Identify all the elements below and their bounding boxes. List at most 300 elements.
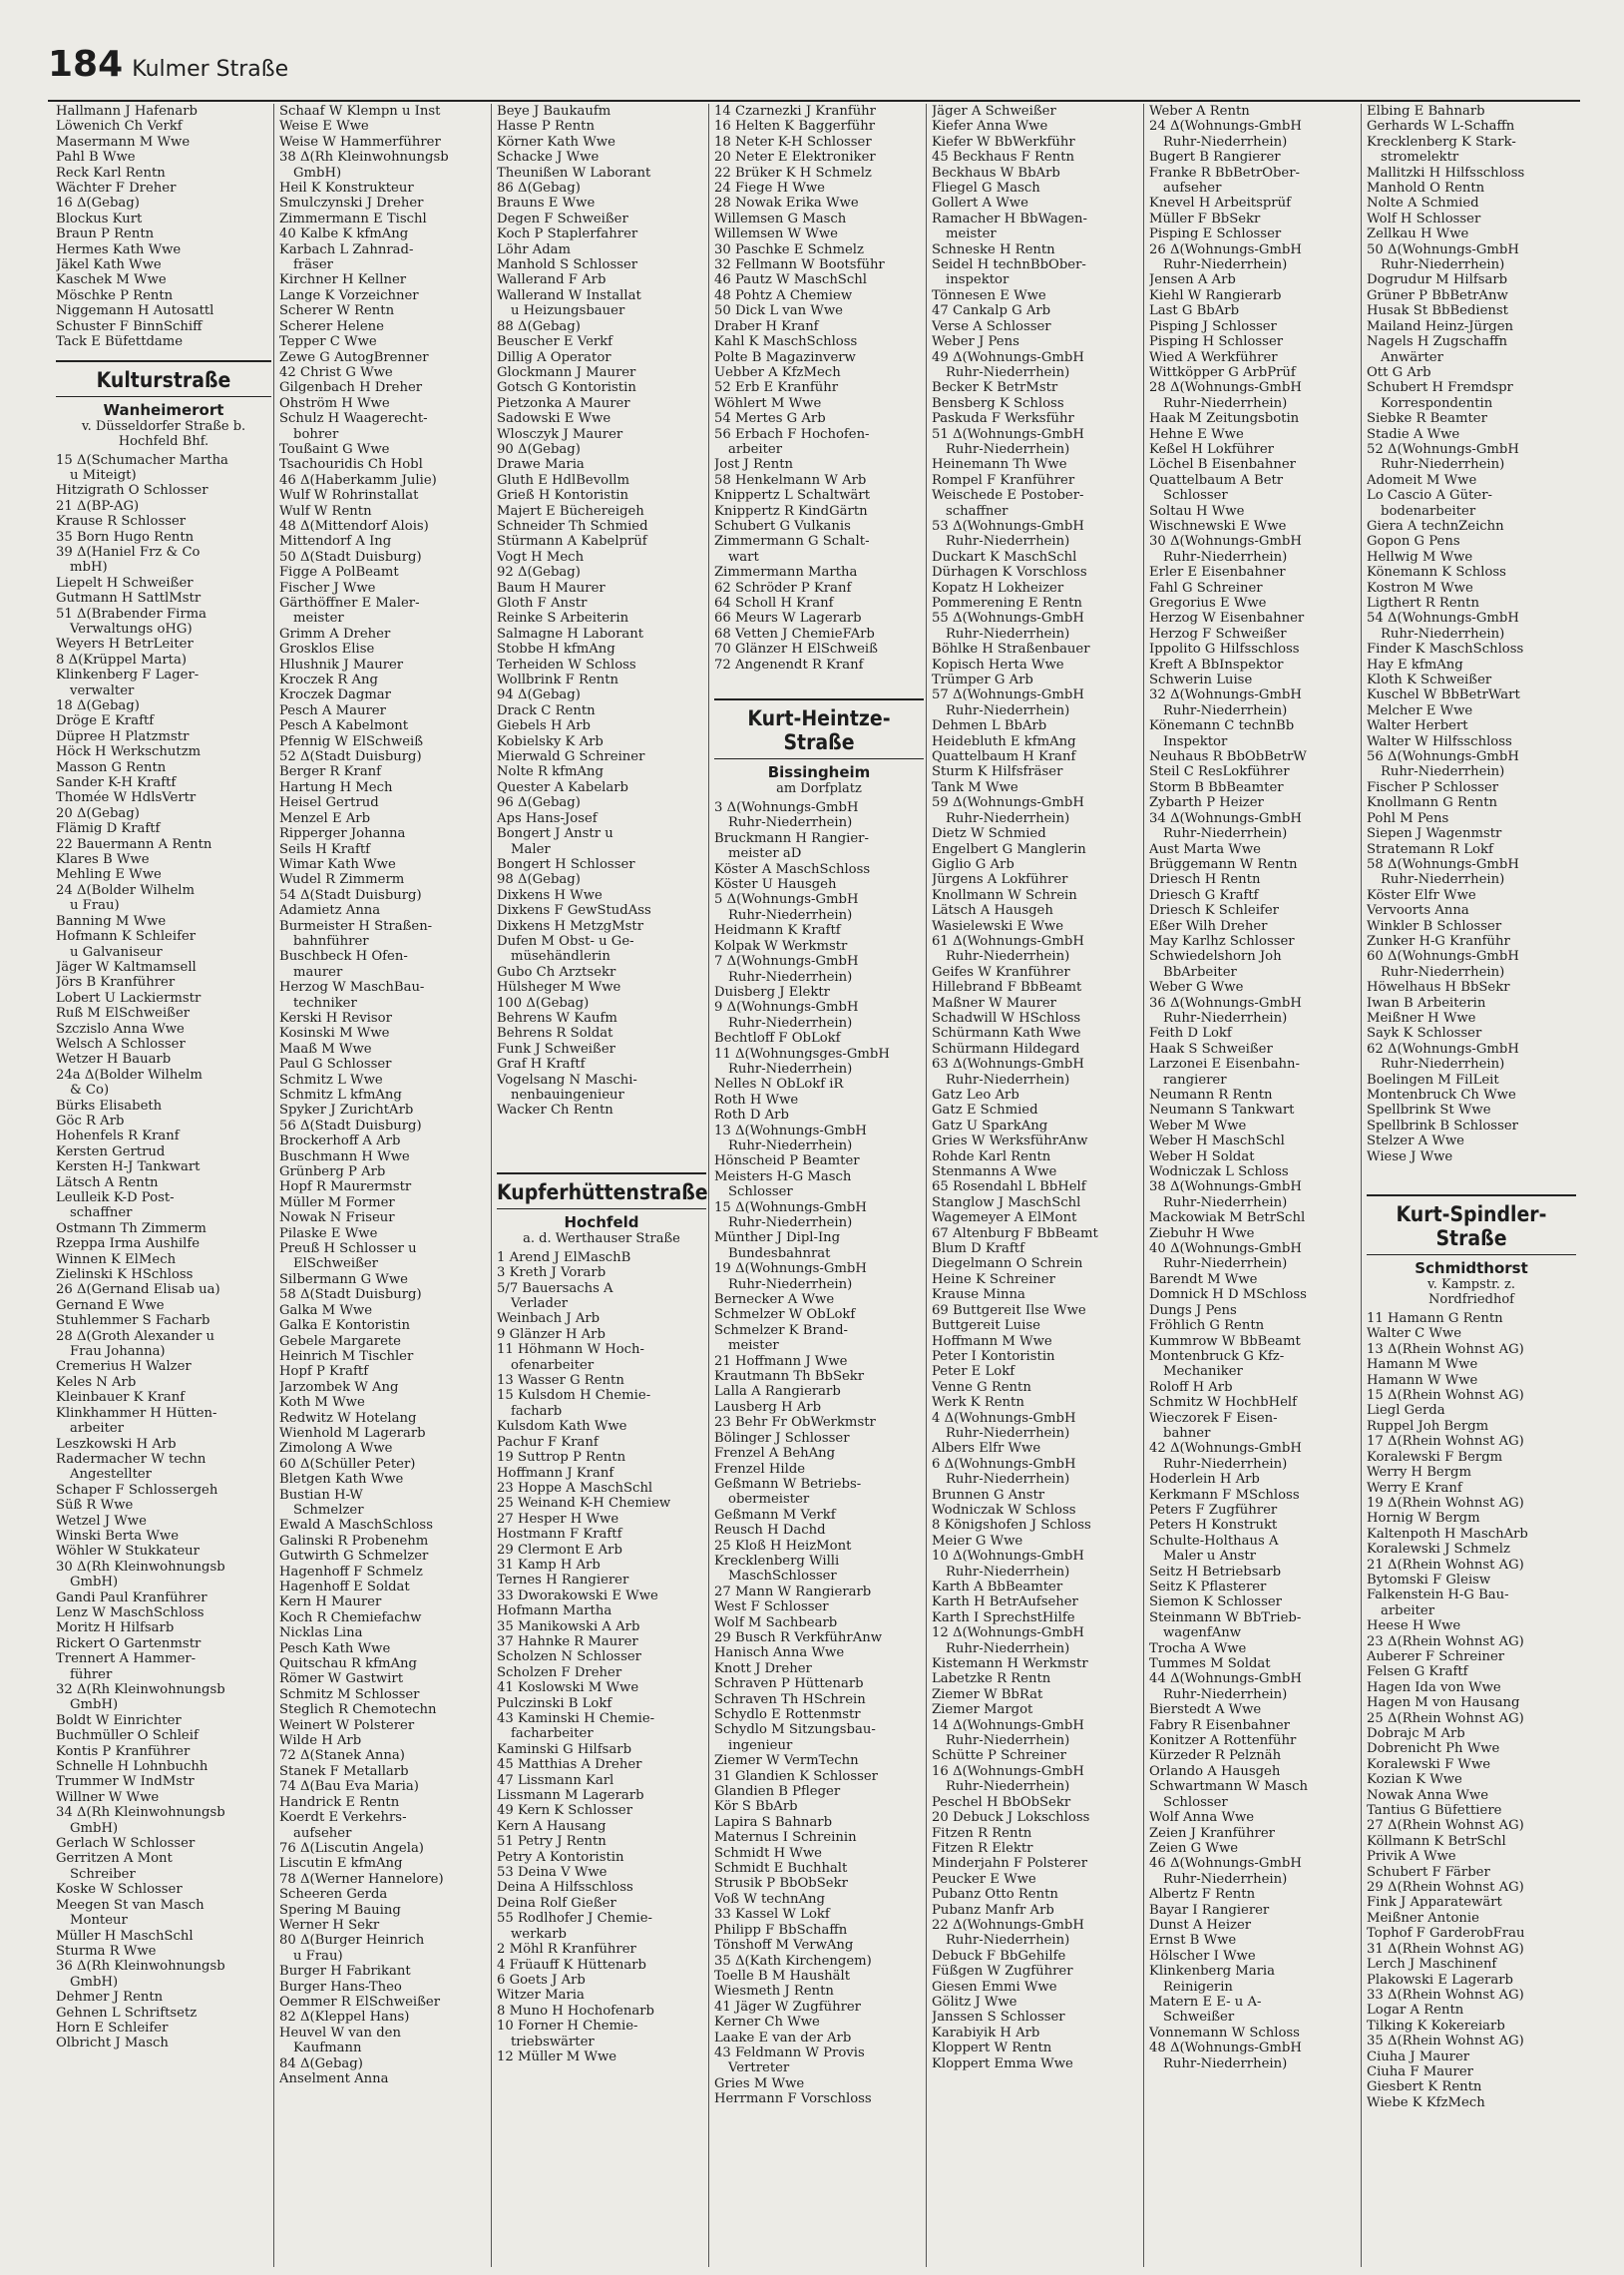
resident-entry: 50 Δ(Stadt Duisburg) (279, 549, 422, 565)
resident-entry: 22 Δ(Wohnungs-GmbH (932, 1917, 1084, 1933)
resident-entry: Szczislo Anna Wwe (56, 1021, 185, 1037)
resident-entry: Ott G Arb (1367, 364, 1431, 380)
resident-entry: Böhlke H Straßenbauer (932, 642, 1090, 658)
resident-entry: Figge A PolBeamt (279, 565, 399, 581)
entry-continuation: Schlosser (1163, 488, 1228, 504)
resident-entry: Tummes M Soldat (1149, 1656, 1271, 1672)
resident-entry: Witzer Maria (497, 1988, 585, 2004)
entry-continuation: Ruhr-Niederrhein) (728, 1138, 853, 1153)
resident-entry: Hostmann F Kraftf (497, 1527, 622, 1543)
resident-entry: Buschbeck H Ofen- (279, 949, 408, 965)
entry-continuation: inspektor (946, 272, 1010, 288)
resident-entry: Bierstedt A Wwe (1149, 1702, 1262, 1718)
resident-entry: Olbricht J Masch (56, 2036, 169, 2051)
resident-entry: Heine K Schreiner (932, 1271, 1055, 1287)
resident-entry: Ramacher H BbWagen- (932, 211, 1087, 227)
resident-entry: Paul G Schlosser (279, 1057, 392, 1073)
resident-entry: Weise E Wwe (279, 119, 369, 135)
resident-entry: Bensberg K Schloss (932, 395, 1064, 411)
resident-entry: 31 Kamp H Arb (497, 1557, 601, 1573)
resident-entry: Brüggemann W Rentn (1149, 856, 1298, 872)
resident-entry: Fitzen R Rentn (932, 1825, 1032, 1841)
resident-entry: Liscutin E kfmAng (279, 1856, 403, 1872)
resident-entry: 40 Kalbe K kfmAng (279, 227, 409, 242)
resident-entry: Heil K Konstrukteur (279, 181, 414, 197)
resident-entry: Gernand E Wwe (56, 1297, 165, 1313)
resident-entry: Schneske H Rentn (932, 241, 1055, 257)
resident-entry: Janssen S Schlosser (932, 2010, 1065, 2026)
resident-entry: Hasse P Rentn (497, 119, 595, 135)
entry-continuation: arbeiter (728, 441, 783, 457)
resident-entry: Fahl G Schreiner (1149, 580, 1263, 596)
resident-entry: 21 Δ(BP-AG) (56, 498, 140, 514)
entry-continuation: Ruhr-Niederrhein) (946, 949, 1070, 965)
resident-entry: Haak S Schweißer (1149, 1041, 1273, 1057)
resident-entry: 13 Δ(Rhein Wohnst AG) (1367, 1341, 1524, 1357)
resident-entry: Kloppert Emma Wwe (932, 2055, 1073, 2071)
resident-entry: Galinski R Probenehm (279, 1533, 429, 1549)
resident-entry: 58 Δ(Stadt Duisburg) (279, 1287, 422, 1303)
resident-entry: Ciuha F Maurer (1367, 2063, 1473, 2079)
entry-continuation: Ruhr-Niederrhein) (728, 1015, 853, 1031)
resident-entry: 6 Δ(Wohnungs-GmbH (932, 1456, 1076, 1472)
resident-entry: Herzog W Eisenbahner (1149, 611, 1305, 627)
resident-entry: Giebels H Arb (497, 718, 591, 734)
resident-entry: Baum H Maurer (497, 580, 606, 596)
resident-entry: 39 Δ(Haniel Frz & Co (56, 544, 201, 560)
resident-entry: 23 Hoppe A MaschSchl (497, 1480, 653, 1496)
resident-entry: Kiehl W Rangierarb (1149, 287, 1282, 303)
resident-entry: Stelzer A Wwe (1367, 1134, 1464, 1149)
resident-entry: Ciuha J Maurer (1367, 2048, 1470, 2064)
resident-entry: Wollbrink F Rentn (497, 673, 619, 688)
resident-entry: 55 Rodlhofer J Chemie- (497, 1911, 652, 1927)
resident-entry: Stratemann R Lokf (1367, 841, 1493, 857)
resident-entry: 8 Königshofen J Schloss (932, 1518, 1091, 1534)
resident-entry: Lobert U Lackiermstr (56, 990, 202, 1006)
resident-entry: Spellbrink St Wwe (1367, 1103, 1491, 1119)
resident-entry: Zeien J Kranführer (1149, 1825, 1275, 1841)
resident-entry: Hay E kfmAng (1367, 657, 1463, 673)
resident-entry: Giglio G Arb (932, 856, 1015, 872)
resident-entry: 82 Δ(Kleppel Hans) (279, 2010, 410, 2026)
resident-entry: 62 Δ(Wohnungs-GmbH (1367, 1041, 1519, 1057)
resident-entry: Siemon K Schlosser (1149, 1594, 1282, 1610)
resident-entry: Dogrudur M Hilfsarb (1367, 272, 1508, 288)
resident-entry: Trummer W IndMstr (56, 1774, 195, 1790)
resident-entry: Kopisch Herta Wwe (932, 657, 1064, 673)
resident-entry: Matern E E- u A- (1149, 1994, 1262, 2010)
resident-entry: Schmitz L Wwe (279, 1072, 383, 1088)
entry-continuation: führer (70, 1666, 113, 1682)
resident-entry: Wolf H Schlosser (1367, 211, 1481, 227)
resident-entry: Dunst A Heizer (1149, 1917, 1252, 1933)
resident-entry: Manhold O Rentn (1367, 181, 1485, 197)
resident-entry: 47 Lissmann Karl (497, 1772, 614, 1788)
entry-continuation: wart (728, 549, 759, 565)
resident-entry: Melcher E Wwe (1367, 702, 1473, 718)
resident-entry: Dixkens H MetzgMstr (497, 918, 644, 934)
resident-entry: Bustian H-W (279, 1487, 363, 1503)
resident-entry: Schydlo E Rottenmstr (714, 1707, 861, 1722)
entry-continuation: Ruhr-Niederrhein) (946, 1779, 1070, 1795)
resident-entry: Aust Marta Wwe (1149, 841, 1261, 857)
resident-entry: 63 Δ(Wohnungs-GmbH (932, 1057, 1084, 1073)
entry-continuation: Ruhr-Niederrhein) (946, 810, 1070, 826)
resident-entry: Kostron M Wwe (1367, 580, 1473, 596)
resident-entry: Koch P Staplerfahrer (497, 227, 638, 242)
resident-entry: 54 Mertes G Arb (714, 411, 826, 427)
entry-continuation: Bundesbahnrat (728, 1245, 831, 1261)
resident-entry: Diegelmann O Schrein (932, 1256, 1083, 1272)
resident-entry: 58 Henkelmann W Arb (714, 472, 867, 488)
column-spacer (497, 1119, 706, 1162)
resident-entry: Radermacher W techn (56, 1451, 206, 1467)
resident-entry: Kahl K MaschSchloss (714, 334, 858, 350)
resident-entry: Siepen J Wagenmstr (1367, 826, 1502, 842)
resident-entry: Peucker E Wwe (932, 1871, 1036, 1887)
resident-entry: Liepelt H Schweißer (56, 575, 194, 591)
resident-entry: Seils H Kraftf (279, 841, 371, 857)
resident-entry: Koerdt E Verkehrs- (279, 1810, 407, 1826)
resident-entry: 34 Δ(Rh Kleinwohnungsb (56, 1805, 225, 1821)
directory-column (926, 104, 1143, 2267)
resident-entry: Bongert H Schlosser (497, 856, 635, 872)
entry-continuation: Ruhr-Niederrhein) (946, 1564, 1070, 1580)
resident-entry: Walter W Hilfsschloss (1367, 733, 1512, 749)
resident-entry: Siebke R Beamter (1367, 411, 1487, 427)
resident-entry: 16 Δ(Wohnungs-GmbH (932, 1763, 1084, 1779)
resident-entry: Grosklos Elise (279, 642, 375, 658)
resident-entry: Geßmann W Betriebs- (714, 1476, 862, 1492)
resident-entry: 19 Δ(Wohnungs-GmbH (714, 1261, 867, 1277)
resident-entry: Eßer Wilh Dreher (1149, 918, 1268, 934)
resident-entry: 52 Δ(Stadt Duisburg) (279, 749, 422, 765)
resident-entry: Reck Karl Rentn (56, 165, 166, 181)
resident-entry: Mehling E Wwe (56, 867, 162, 883)
resident-entry: Domnick H D MSchloss (1149, 1287, 1307, 1303)
resident-entry: Knollmann G Rentn (1367, 795, 1498, 811)
entry-continuation: Frau Johanna) (70, 1344, 166, 1360)
resident-entry: Ziemer W VermTechn (714, 1753, 859, 1769)
resident-entry: Stobbe H kfmAng (497, 642, 615, 658)
entry-continuation: u Frau) (293, 1948, 343, 1964)
resident-entry: Werry E Kranf (1367, 1480, 1462, 1496)
resident-entry: Kulsdom Kath Wwe (497, 1419, 627, 1435)
resident-entry: Sayk K Schlosser (1367, 1026, 1482, 1042)
street-header (56, 360, 271, 449)
resident-entry: Tantius G Büfettiere (1367, 1803, 1502, 1819)
resident-entry: Seidel H technBbOber- (932, 257, 1086, 273)
resident-entry: Berger R Kranf (279, 764, 382, 780)
resident-entry: Kerski H Revisor (279, 1010, 392, 1026)
resident-entry: 12 Δ(Wohnungs-GmbH (932, 1625, 1084, 1641)
resident-entry: 1 Arend J ElMaschB (497, 1249, 631, 1265)
resident-entry: Krecklenberg Willi (714, 1553, 840, 1569)
resident-entry: Quattelbaum A Betr (1149, 472, 1284, 488)
resident-entry: Menzel E Arb (279, 810, 371, 826)
resident-entry: Meißner H Wwe (1367, 1010, 1476, 1026)
directory-column (1361, 104, 1578, 2267)
resident-entry: Glockmann J Maurer (497, 364, 636, 380)
page-number: 184 (48, 44, 124, 85)
resident-entry: 59 Δ(Wohnungs-GmbH (932, 795, 1084, 811)
resident-entry: Haak M Zeitungsbotin (1149, 411, 1300, 427)
resident-entry: 37 Hahnke R Maurer (497, 1633, 638, 1649)
resident-entry: 20 Δ(Gebag) (56, 805, 140, 821)
resident-entry: Tilking K Kokereiarb (1367, 2018, 1505, 2034)
entry-continuation: facharb (511, 1403, 563, 1419)
resident-entry: Keles N Arb (56, 1374, 137, 1390)
resident-entry: 67 Altenburg F BbBeamt (932, 1225, 1098, 1241)
resident-entry: Brauns E Wwe (497, 196, 596, 212)
resident-entry: Peter E Lokf (932, 1364, 1015, 1380)
resident-entry: Wiebe K KfzMech (1367, 2094, 1485, 2110)
resident-entry: Zimmermann Martha (714, 565, 858, 581)
resident-entry: Ruß M ElSchweißer (56, 1006, 191, 1022)
resident-entry: Quitschau R kfmAng (279, 1656, 417, 1672)
resident-entry: Kontis P Kranführer (56, 1743, 191, 1759)
resident-entry: Kobielsky K Arb (497, 733, 604, 749)
resident-entry: Nowak Anna Wwe (1367, 1787, 1489, 1803)
resident-entry: Kloppert W Rentn (932, 2041, 1052, 2056)
column-spacer (1367, 1164, 1576, 1184)
resident-entry: 66 Meurs W Lagerarb (714, 611, 862, 627)
entry-continuation: u Frau) (70, 898, 120, 914)
resident-entry: Herrmann F Vorschloss (714, 2091, 872, 2107)
resident-entry: Majert E Büchereigeh (497, 503, 644, 519)
resident-entry: Kör S BbArb (714, 1799, 798, 1815)
resident-entry: 33 Dworakowski E Wwe (497, 1588, 658, 1603)
entry-continuation: aufseher (1163, 181, 1222, 197)
resident-entry: Handrick E Rentn (279, 1794, 400, 1810)
resident-entry: Beuscher E Verkf (497, 334, 613, 350)
resident-entry: Hellwig M Wwe (1367, 549, 1473, 565)
resident-entry: 8 Δ(Krüppel Marta) (56, 652, 187, 668)
resident-entry: 13 Δ(Wohnungs-GmbH (714, 1123, 867, 1138)
resident-entry: Kuschel W BbBetrWart (1367, 687, 1520, 703)
resident-entry: Tönshoff M VerwAng (714, 1938, 854, 1954)
resident-entry: Gebele Margarete (279, 1333, 401, 1349)
entry-continuation: stromelektr (1381, 150, 1459, 166)
street-title: Kurt-Spindler-Straße (1367, 1194, 1576, 1255)
resident-entry: Löwenich Ch Verkf (56, 119, 183, 135)
resident-entry: Dröge E Kraftf (56, 713, 155, 729)
resident-entry: Knevel H Arbeitsprüf (1149, 196, 1291, 212)
resident-entry: Kersten H-J Tankwart (56, 1159, 201, 1175)
entry-continuation: Schlosser (728, 1184, 793, 1200)
resident-entry: Fink J Apparatewärt (1367, 1895, 1502, 1911)
resident-entry: Grimm A Dreher (279, 626, 391, 642)
resident-entry: Oemmer R ElSchweißer (279, 1994, 441, 2010)
resident-entry: 51 Δ(Wohnungs-GmbH (932, 426, 1084, 442)
resident-entry: 28 Δ(Wohnungs-GmbH (1149, 380, 1302, 396)
resident-entry: Niggemann H Autosattl (56, 303, 214, 319)
resident-entry: Ohström H Wwe (279, 395, 390, 411)
resident-entry: Frenzel A BehAng (714, 1446, 836, 1462)
resident-entry: 56 Erbach F Hochofen- (714, 426, 870, 442)
resident-entry: Falkenstein H-G Bau- (1367, 1588, 1509, 1603)
resident-entry: Feith D Lokf (1149, 1026, 1232, 1042)
entry-continuation: Ruhr-Niederrhein) (1163, 1456, 1288, 1472)
resident-entry: Keßel H Lokführer (1149, 441, 1274, 457)
resident-entry: Adamietz Anna (279, 903, 381, 919)
street-location-note: a. d. Werthauser Straße (523, 1230, 680, 1246)
resident-entry: Wöhler W Stukkateur (56, 1544, 200, 1560)
resident-entry: Wienhold M Lagerarb (279, 1425, 426, 1441)
resident-entry: 84 Δ(Gebag) (279, 2055, 363, 2071)
resident-entry: 31 Glandien K Schlosser (714, 1768, 878, 1784)
resident-entry: Tank M Wwe (932, 779, 1018, 795)
resident-entry: Kern A Hausang (497, 1818, 607, 1834)
resident-entry: Zellkau H Wwe (1367, 227, 1469, 242)
resident-entry: 46 Pautz W MaschSchl (714, 272, 867, 288)
resident-entry: Wilde H Arb (279, 1733, 362, 1749)
resident-entry: Buttgereit Luise (932, 1318, 1040, 1334)
resident-entry: Höck H Werkschutzm (56, 744, 202, 760)
resident-entry: Pfennig W ElSchweiß (279, 733, 424, 749)
resident-entry: Ippolito G Hilfsschloss (1149, 642, 1300, 658)
directory-column (273, 104, 491, 2267)
entry-continuation: Maler u Anstr (1163, 1549, 1256, 1565)
resident-entry: Schwartmann W Masch (1149, 1779, 1308, 1795)
resident-entry: Zybarth P Heizer (1149, 795, 1264, 811)
resident-entry: 45 Matthias A Dreher (497, 1757, 642, 1773)
resident-entry: Ruppel Joh Bergm (1367, 1418, 1489, 1434)
entry-continuation: Ruhr-Niederrhein) (1163, 826, 1288, 842)
resident-entry: Wacker Ch Rentn (497, 1103, 613, 1119)
resident-entry: Schubert H Fremdspr (1367, 380, 1513, 396)
resident-entry: Bürks Elisabeth (56, 1098, 163, 1114)
resident-entry: Steil C ResLokführer (1149, 764, 1290, 780)
street-header (714, 698, 924, 796)
entry-continuation: Ruhr-Niederrhein) (946, 1733, 1070, 1749)
resident-entry: Tepper C Wwe (279, 334, 377, 350)
directory-column (708, 104, 926, 2267)
resident-entry: 4 Δ(Wohnungs-GmbH (932, 1410, 1076, 1426)
resident-entry: Bayar I Rangierer (1149, 1902, 1270, 1918)
resident-entry: Weyers H BetrLeiter (56, 637, 194, 653)
resident-entry: Pisping H Schlosser (1149, 334, 1284, 350)
resident-entry: Nolte R kfmAng (497, 764, 604, 780)
resident-entry: Bruckmann H Rangier- (714, 830, 869, 846)
resident-entry: 72 Δ(Stanek Anna) (279, 1748, 405, 1764)
resident-entry: Schubert F Färber (1367, 1864, 1490, 1880)
resident-entry: Rohde Karl Rentn (932, 1148, 1051, 1164)
resident-entry: Wagemeyer A ElMont (932, 1210, 1077, 1226)
resident-entry: Kleinbauer K Kranf (56, 1390, 186, 1406)
resident-entry: Dixkens H Wwe (497, 887, 603, 903)
resident-entry: Driesch K Schleifer (1149, 903, 1279, 919)
resident-entry: Jörs B Kranführer (56, 975, 176, 991)
resident-entry: Privik A Wwe (1367, 1849, 1456, 1865)
resident-entry: 15 Δ(Schumacher Martha (56, 452, 228, 468)
resident-entry: 52 Erb E Kranführ (714, 380, 839, 396)
resident-entry: Giesbert K Rentn (1367, 2079, 1482, 2095)
resident-entry: Gloth F Anstr (497, 596, 588, 611)
resident-entry: 43 Kaminski H Chemie- (497, 1711, 655, 1726)
resident-entry: Storm B BbBeamter (1149, 779, 1284, 795)
entry-continuation: Schweißer (1163, 2010, 1235, 2026)
column-spacer (714, 673, 924, 688)
resident-entry: 21 Hoffmann J Wwe (714, 1353, 848, 1369)
entry-continuation: Ruhr-Niederrhein) (946, 626, 1070, 642)
resident-entry: Höwelhaus H BbSekr (1367, 980, 1510, 996)
entry-continuation: Inspektor (1163, 733, 1228, 749)
resident-entry: 8 Muno H Hochofenarb (497, 2003, 654, 2019)
resident-entry: Kaltenpoth H MaschArb (1367, 1526, 1528, 1542)
resident-entry: Nolte A Schmied (1367, 196, 1479, 212)
directory-column (491, 104, 708, 2267)
street-location-note: Hochfeld Bhf. (118, 433, 209, 449)
entry-continuation: Ruhr-Niederrhein) (728, 1276, 853, 1292)
resident-entry: 92 Δ(Gebag) (497, 565, 581, 581)
resident-entry: Felsen G Kraftf (1367, 1664, 1468, 1680)
resident-entry: Mailand Heinz-Jürgen (1367, 318, 1514, 334)
resident-entry: Lätsch A Hausgeh (932, 903, 1053, 919)
resident-entry: Barendt M Wwe (1149, 1271, 1258, 1287)
resident-entry: Lissmann M Lagerarb (497, 1788, 644, 1804)
resident-entry: Kopatz H Lokheizer (932, 580, 1064, 596)
resident-entry: 62 Schröder P Kranf (714, 580, 852, 596)
resident-entry: Smulczynski J Dreher (279, 196, 424, 212)
resident-entry: Kloth K Schweißer (1367, 673, 1492, 688)
resident-entry: Plakowski E Lagerarb (1367, 1972, 1513, 1988)
entry-continuation: müsehändlerin (511, 949, 610, 965)
resident-entry: Könemann C technBb (1149, 718, 1295, 734)
resident-entry: Lätsch A Rentn (56, 1174, 159, 1190)
resident-entry: Heidebluth E kfmAng (932, 733, 1076, 749)
resident-entry: 72 Angenendt R Kranf (714, 657, 864, 673)
resident-entry: Debuck F BbGehilfe (932, 1948, 1066, 1964)
entry-continuation: & Co) (70, 1083, 110, 1099)
resident-entry: 13 Wasser G Rentn (497, 1373, 624, 1389)
resident-entry: 52 Δ(Wohnungs-GmbH (1367, 441, 1519, 457)
resident-entry: 22 Brüker K H Schmelz (714, 165, 872, 181)
resident-entry: Köster Elfr Wwe (1367, 887, 1476, 903)
resident-entry: Maßner W Maurer (932, 995, 1056, 1011)
resident-entry: Römer W Gastwirt (279, 1671, 403, 1687)
resident-entry: Gubo Ch Arztsekr (497, 964, 616, 980)
resident-entry: Jäkel Kath Wwe (56, 257, 162, 273)
resident-entry: Kistemann H Werkmstr (932, 1656, 1088, 1672)
entry-continuation: ElSchweißer (293, 1256, 378, 1272)
resident-entry: Strusik P BbObSekr (714, 1876, 848, 1892)
resident-entry: Driesch H Rentn (1149, 872, 1261, 888)
resident-entry: Dehmer J Rentn (56, 1990, 164, 2006)
resident-entry: Wischnewski E Wwe (1149, 518, 1287, 534)
resident-entry: Dobrenicht Ph Wwe (1367, 1741, 1500, 1757)
resident-entry: Dillig A Operator (497, 349, 611, 365)
entry-continuation: Ruhr-Niederrhein) (946, 1072, 1070, 1088)
resident-entry: Scholzen N Schlosser (497, 1649, 641, 1665)
entry-continuation: GmbH) (70, 1697, 119, 1713)
resident-entry: Zimolong A Wwe (279, 1441, 393, 1457)
resident-entry: 46 Δ(Haberkamm Julie) (279, 472, 437, 488)
resident-entry: Mallitzki H Hilfsschloss (1367, 165, 1525, 181)
resident-entry: Möschke P Rentn (56, 287, 174, 303)
resident-entry: 30 Δ(Wohnungs-GmbH (1149, 534, 1302, 550)
resident-entry: Roloff H Arb (1149, 1379, 1233, 1395)
resident-entry: Pesch Kath Wwe (279, 1640, 391, 1656)
resident-entry: Ziebuhr H Wwe (1149, 1225, 1255, 1241)
resident-entry: Heisel Gertrud (279, 795, 379, 811)
resident-entry: Hehne E Wwe (1149, 426, 1244, 442)
entry-continuation: Ruhr-Niederrhein) (1163, 2055, 1288, 2071)
entry-continuation: fräser (293, 257, 333, 273)
resident-entry: Neumann R Rentn (1149, 1088, 1273, 1103)
resident-entry: Karth A BbBeamter (932, 1580, 1063, 1594)
